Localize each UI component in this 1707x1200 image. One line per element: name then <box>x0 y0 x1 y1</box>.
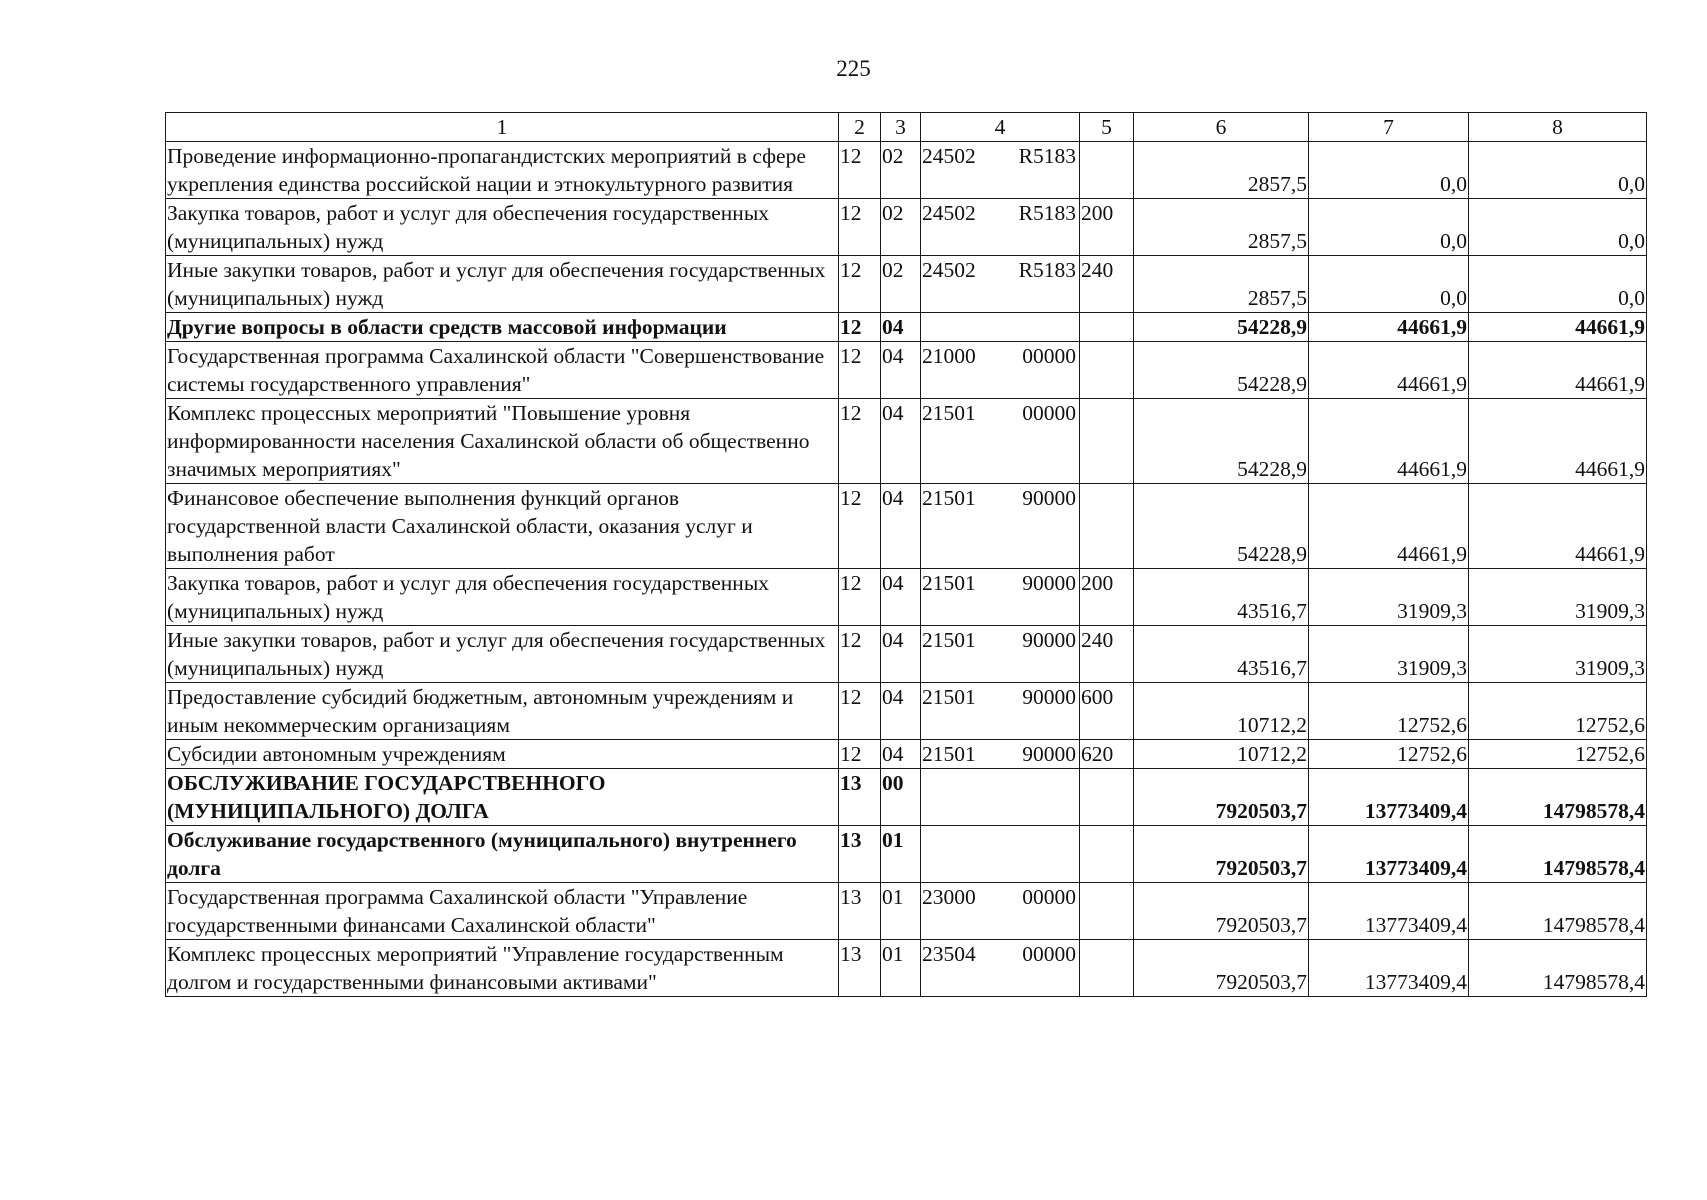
row-subsection-code: 00 <box>881 769 921 826</box>
row-amount-col6: 10712,2 <box>1134 683 1309 740</box>
row-expense-type-code: 620 <box>1080 740 1134 769</box>
row-subsection-code: 04 <box>881 740 921 769</box>
row-expense-type-code <box>1080 484 1134 569</box>
row-subsection-code: 04 <box>881 313 921 342</box>
row-target-code-program: 23504 <box>922 942 976 966</box>
row-amount-col7: 31909,3 <box>1309 569 1469 626</box>
column-header: 4 <box>921 113 1080 142</box>
row-amount-col7: 12752,6 <box>1309 740 1469 769</box>
row-target-code-direction: 90000 <box>1022 571 1076 595</box>
row-name: Предоставление субсидий бюджетным, автономным учреждениям и иным некоммерческим организациям <box>166 683 839 740</box>
row-subsection-code: 04 <box>881 683 921 740</box>
table-header-row <box>166 113 1647 142</box>
row-amount-col6: 2857,5 <box>1134 256 1309 313</box>
row-target-code-program: 21501 <box>922 486 976 510</box>
row-target-code-program: 21501 <box>922 628 976 652</box>
row-target-code-cell <box>921 769 1080 826</box>
table-row <box>166 826 1647 883</box>
row-target-code-direction: 00000 <box>1022 344 1076 368</box>
row-name: Субсидии автономным учреждениям <box>166 740 839 769</box>
row-amount-col7: 44661,9 <box>1309 484 1469 569</box>
row-amount-col7: 13773409,4 <box>1309 826 1469 883</box>
row-target-code-cell <box>921 740 1080 769</box>
row-expense-type-code: 600 <box>1080 683 1134 740</box>
row-amount-col7: 44661,9 <box>1309 342 1469 399</box>
row-target-code-direction: 90000 <box>1022 628 1076 652</box>
column-header: 3 <box>881 113 921 142</box>
row-target-code-direction: R5183 <box>1018 201 1076 225</box>
row-section-code: 13 <box>839 883 881 940</box>
row-expense-type-code: 200 <box>1080 569 1134 626</box>
row-amount-col6: 10712,2 <box>1134 740 1309 769</box>
budget-table <box>165 112 1647 997</box>
row-amount-col7: 0,0 <box>1309 256 1469 313</box>
row-amount-col7: 44661,9 <box>1309 399 1469 484</box>
row-target-code-program: 24502 <box>922 144 976 168</box>
row-amount-col7: 12752,6 <box>1309 683 1469 740</box>
table-row <box>166 399 1647 484</box>
row-target-code-program: 21501 <box>922 401 976 425</box>
row-section-code: 13 <box>839 826 881 883</box>
table-row <box>166 342 1647 399</box>
row-section-code: 12 <box>839 484 881 569</box>
row-amount-col8: 12752,6 <box>1469 740 1647 769</box>
row-amount-col8: 0,0 <box>1469 199 1647 256</box>
row-expense-type-code: 240 <box>1080 626 1134 683</box>
row-section-code: 13 <box>839 940 881 997</box>
row-section-code: 12 <box>839 342 881 399</box>
row-name: Комплекс процессных мероприятий "Повышение уровня информированности населения Сахалинской области об общественно значимых мероприятиях" <box>166 399 839 484</box>
row-name: Проведение информационно-пропагандистских мероприятий в сфере укрепления единства российской нации и этнокультурного развития <box>166 142 839 199</box>
row-target-code-cell <box>921 883 1080 940</box>
row-name: Комплекс процессных мероприятий "Управление государственным долгом и государственными финансовыми активами" <box>166 940 839 997</box>
row-subsection-code: 02 <box>881 199 921 256</box>
row-target-code-cell <box>921 683 1080 740</box>
table-row <box>166 569 1647 626</box>
row-target-code-cell <box>921 569 1080 626</box>
row-name: Государственная программа Сахалинской области "Совершенствование системы государственного управления" <box>166 342 839 399</box>
row-amount-col6: 7920503,7 <box>1134 826 1309 883</box>
row-expense-type-code <box>1080 883 1134 940</box>
row-subsection-code: 01 <box>881 940 921 997</box>
row-target-code-cell <box>921 826 1080 883</box>
row-section-code: 12 <box>839 683 881 740</box>
row-amount-col8: 12752,6 <box>1469 683 1647 740</box>
row-amount-col7: 0,0 <box>1309 142 1469 199</box>
row-target-code-cell <box>921 199 1080 256</box>
table-row <box>166 199 1647 256</box>
row-amount-col8: 14798578,4 <box>1469 826 1647 883</box>
row-name: Государственная программа Сахалинской области "Управление государственными финансами Сахалинской области" <box>166 883 839 940</box>
row-target-code-program: 24502 <box>922 258 976 282</box>
row-section-code: 12 <box>839 313 881 342</box>
row-section-code: 12 <box>839 142 881 199</box>
row-section-code: 12 <box>839 569 881 626</box>
row-amount-col6: 7920503,7 <box>1134 940 1309 997</box>
table-row <box>166 940 1647 997</box>
row-amount-col8: 14798578,4 <box>1469 940 1647 997</box>
row-target-code-program: 23000 <box>922 885 976 909</box>
row-amount-col8: 44661,9 <box>1469 399 1647 484</box>
row-expense-type-code <box>1080 399 1134 484</box>
row-name: Финансовое обеспечение выполнения функций органов государственной власти Сахалинской области, оказания услуг и выполнения работ <box>166 484 839 569</box>
row-target-code-cell <box>921 313 1080 342</box>
row-amount-col8: 44661,9 <box>1469 342 1647 399</box>
row-amount-col6: 7920503,7 <box>1134 769 1309 826</box>
row-amount-col8: 0,0 <box>1469 142 1647 199</box>
row-target-code-cell <box>921 142 1080 199</box>
row-subsection-code: 02 <box>881 142 921 199</box>
row-amount-col7: 13773409,4 <box>1309 940 1469 997</box>
row-target-code-program: 24502 <box>922 201 976 225</box>
row-expense-type-code <box>1080 769 1134 826</box>
row-amount-col8: 31909,3 <box>1469 626 1647 683</box>
table-row <box>166 256 1647 313</box>
table-row <box>166 683 1647 740</box>
row-expense-type-code: 240 <box>1080 256 1134 313</box>
row-target-code-program: 21501 <box>922 685 976 709</box>
row-amount-col6: 7920503,7 <box>1134 883 1309 940</box>
row-subsection-code: 04 <box>881 399 921 484</box>
column-header: 5 <box>1080 113 1134 142</box>
table-row <box>166 769 1647 826</box>
row-expense-type-code <box>1080 826 1134 883</box>
table-row <box>166 626 1647 683</box>
row-amount-col8: 31909,3 <box>1469 569 1647 626</box>
row-amount-col7: 13773409,4 <box>1309 883 1469 940</box>
row-amount-col6: 2857,5 <box>1134 142 1309 199</box>
row-target-code-program: 21501 <box>922 571 976 595</box>
row-subsection-code: 04 <box>881 342 921 399</box>
row-name: Другие вопросы в области средств массовой информации <box>166 313 839 342</box>
page-number: 225 <box>836 56 871 81</box>
row-amount-col6: 54228,9 <box>1134 484 1309 569</box>
row-expense-type-code: 200 <box>1080 199 1134 256</box>
row-amount-col6: 2857,5 <box>1134 199 1309 256</box>
row-subsection-code: 01 <box>881 826 921 883</box>
row-section-code: 13 <box>839 769 881 826</box>
row-section-code: 12 <box>839 399 881 484</box>
row-target-code-cell <box>921 626 1080 683</box>
table-row <box>166 740 1647 769</box>
table-row <box>166 142 1647 199</box>
row-section-code: 12 <box>839 199 881 256</box>
row-amount-col7: 13773409,4 <box>1309 769 1469 826</box>
row-subsection-code: 01 <box>881 883 921 940</box>
row-target-code-direction: 00000 <box>1022 401 1076 425</box>
row-name: Закупка товаров, работ и услуг для обеспечения государственных (муниципальных) нужд <box>166 569 839 626</box>
row-target-code-direction: 90000 <box>1022 742 1076 766</box>
row-expense-type-code <box>1080 142 1134 199</box>
row-name: Иные закупки товаров, работ и услуг для обеспечения государственных (муниципальных) нужд <box>166 256 839 313</box>
column-header: 6 <box>1134 113 1309 142</box>
row-subsection-code: 04 <box>881 626 921 683</box>
row-target-code-cell <box>921 940 1080 997</box>
row-subsection-code: 04 <box>881 569 921 626</box>
row-target-code-program: 21000 <box>922 344 976 368</box>
table-row <box>166 313 1647 342</box>
row-target-code-program: 21501 <box>922 742 976 766</box>
column-header: 2 <box>839 113 881 142</box>
row-name: Обслуживание государственного (муниципального) внутреннего долга <box>166 826 839 883</box>
row-expense-type-code <box>1080 313 1134 342</box>
row-section-code: 12 <box>839 256 881 313</box>
row-amount-col6: 43516,7 <box>1134 569 1309 626</box>
row-amount-col6: 54228,9 <box>1134 313 1309 342</box>
row-target-code-cell <box>921 399 1080 484</box>
row-expense-type-code <box>1080 940 1134 997</box>
row-target-code-direction: R5183 <box>1018 258 1076 282</box>
row-amount-col8: 44661,9 <box>1469 313 1647 342</box>
row-subsection-code: 02 <box>881 256 921 313</box>
row-amount-col7: 31909,3 <box>1309 626 1469 683</box>
row-target-code-direction: 00000 <box>1022 942 1076 966</box>
row-amount-col8: 44661,9 <box>1469 484 1647 569</box>
row-target-code-cell <box>921 484 1080 569</box>
row-name: Иные закупки товаров, работ и услуг для обеспечения государственных (муниципальных) нужд <box>166 626 839 683</box>
row-amount-col8: 14798578,4 <box>1469 883 1647 940</box>
row-amount-col6: 54228,9 <box>1134 342 1309 399</box>
row-target-code-cell <box>921 342 1080 399</box>
row-amount-col6: 43516,7 <box>1134 626 1309 683</box>
row-target-code-cell <box>921 256 1080 313</box>
row-name: ОБСЛУЖИВАНИЕ ГОСУДАРСТВЕННОГО (МУНИЦИПАЛЬНОГО) ДОЛГА <box>166 769 839 826</box>
row-amount-col8: 14798578,4 <box>1469 769 1647 826</box>
row-expense-type-code <box>1080 342 1134 399</box>
row-section-code: 12 <box>839 740 881 769</box>
row-target-code-direction: 00000 <box>1022 885 1076 909</box>
table-row <box>166 484 1647 569</box>
row-subsection-code: 04 <box>881 484 921 569</box>
column-header: 1 <box>166 113 839 142</box>
column-header: 8 <box>1469 113 1647 142</box>
row-amount-col6: 54228,9 <box>1134 399 1309 484</box>
row-amount-col8: 0,0 <box>1469 256 1647 313</box>
row-target-code-direction: 90000 <box>1022 486 1076 510</box>
row-amount-col7: 0,0 <box>1309 199 1469 256</box>
row-amount-col7: 44661,9 <box>1309 313 1469 342</box>
column-header: 7 <box>1309 113 1469 142</box>
table-row <box>166 883 1647 940</box>
row-target-code-direction: R5183 <box>1018 144 1076 168</box>
row-name: Закупка товаров, работ и услуг для обеспечения государственных (муниципальных) нужд <box>166 199 839 256</box>
row-section-code: 12 <box>839 626 881 683</box>
row-target-code-direction: 90000 <box>1022 685 1076 709</box>
